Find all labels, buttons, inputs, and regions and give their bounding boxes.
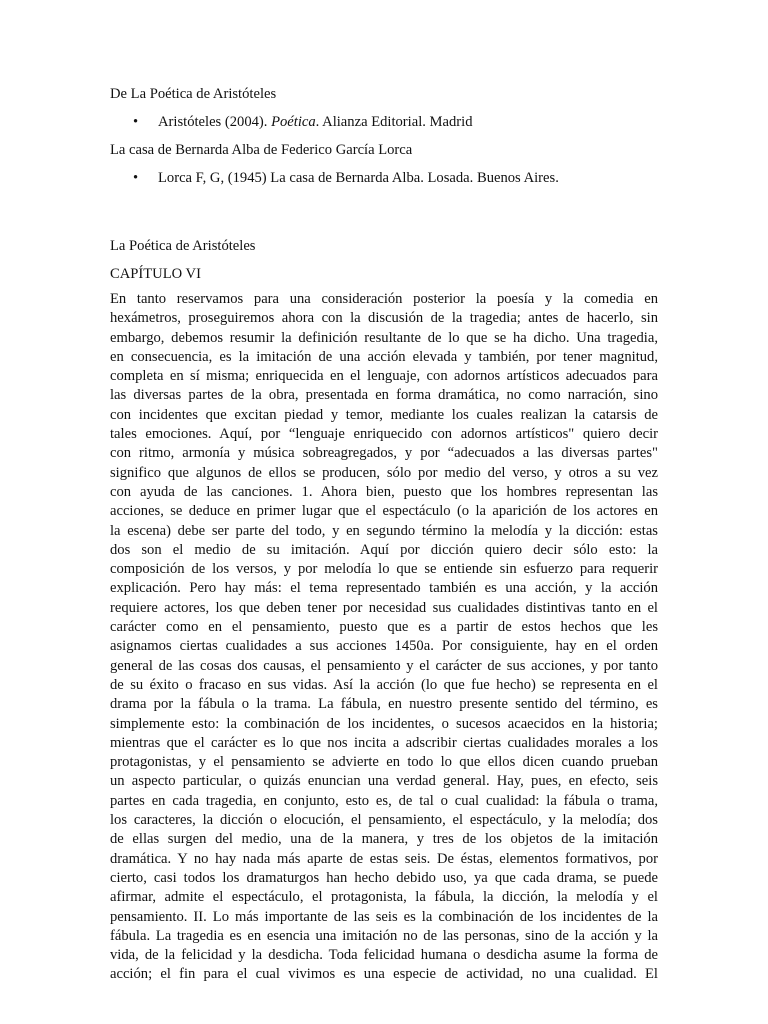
body-line: de ellas surgen del medio, una de la manera, y tres de los objetos de la imitación xyxy=(110,831,658,848)
body-line: general de las cosas dos causas, el pensamiento y el carácter de sus acciones, y por tanto xyxy=(110,657,658,674)
body-line: con ayuda de las canciones. 1. Ahora bien, puesto que los hombres representan las xyxy=(110,483,658,500)
body-line: vida, de la felicidad y la desdicha. Toda felicidad humana o desdicha asume la forma de xyxy=(110,947,658,964)
citation-author-year: Aristóteles (2004). xyxy=(158,114,272,130)
body-line: dramática. Y no hay nada más aparte de estas seis. De éstas, elementos formativos, por xyxy=(110,850,658,867)
body-line: acciones, se deduce en primer lugar que el espectáculo (o la aparición de los actores en xyxy=(110,503,658,520)
source-heading-poetica: De La Poética de Aristóteles xyxy=(110,86,277,102)
source-bullet-bernarda xyxy=(110,168,658,188)
chapter-title: CAPÍTULO VI xyxy=(110,266,201,282)
body-line: un aspecto particular, o quizás enuncian una verdad general. Hay, pues, en efecto, seis xyxy=(110,773,658,790)
body-line: tales emociones. Aquí, por “lenguaje enriquecido con adornos artísticos" quiero decir xyxy=(110,426,658,443)
body-line: carácter como en el pensamiento, puesto que es a partir de estos hechos que les xyxy=(110,619,658,636)
body-line: con ritmo, armonía y música sobreagregados, y por “adecuados a las diversas partes" xyxy=(110,445,658,462)
body-line: embargo, debemos resumir la definición resultante de lo que se ha dicho. Una tragedia, xyxy=(110,329,658,346)
section-title: La Poética de Aristóteles xyxy=(110,238,256,254)
body-line: asignamos ciertas cualidades a sus acciones 1450a. Por consiguiente, hay en el orden xyxy=(110,638,658,655)
body-line: simplemente esto: la combinación de los incidentes, o sucesos acaecidos en la historia; xyxy=(110,715,658,732)
bullet-icon: • xyxy=(133,170,139,186)
body-line: hexámetros, proseguiremos ahora con la discusión de la tragedia; antes de hacerlo, sin xyxy=(110,310,658,327)
source-bullet-poetica xyxy=(110,112,658,132)
citation-title: Poética xyxy=(271,114,316,130)
source-heading-bernarda: La casa de Bernarda Alba de Federico García Lorca xyxy=(110,142,413,158)
body-line: protagonistas, y el pensamiento se advierte en todo lo que ellos dicen cuando prueban xyxy=(110,754,658,771)
body-line: acción; el fin para el cual vivimos es una especie de actividad, no una cualidad. El xyxy=(110,966,658,983)
body-line: pensamiento. II. Lo más importante de las seis es la combinación de los incidentes de la xyxy=(110,908,658,925)
body-line: composición de los versos, y por melodía lo que se entiende sin esfuerzo para requerir xyxy=(110,561,658,578)
body-line: de su éxito o fracaso en sus vidas. Así la acción (lo que fue hecho) se representa en el xyxy=(110,676,658,693)
body-line: partes en cada tragedia, en conjunto, esto es, de tal o cual cualidad: la fábula o trama, xyxy=(110,792,658,809)
citation-publisher: . Alianza Editorial. Madrid xyxy=(315,114,473,130)
body-line: la escena) debe ser parte del todo, y en segundo término la melodía y la dicción: estas xyxy=(110,522,658,539)
body-line: En tanto reservamos para una consideración posterior la poesía y la comedia en xyxy=(110,291,658,307)
body-line: requiere actores, los que deben tener por necesidad sus cualidades distintivas tanto en el xyxy=(110,599,658,616)
document-page xyxy=(110,84,658,985)
body-line: los caracteres, la dicción o elocución, el pensamiento, el espectáculo, y la melodía; dos xyxy=(110,812,658,829)
body-line: drama por la fábula o la trama. La fábula, en nuestro presente sentido del término, es xyxy=(110,696,658,713)
body-line: con incidentes que excitan piedad y temor, mediante los cuales realizan la catarsis de xyxy=(110,406,658,423)
body-line: en consecuencia, es la imitación de una acción elevada y también, por tener magnitud, xyxy=(110,348,658,365)
body-line: afirmar, admite el espectáculo, el protagonista, la fábula, la dicción, la melodía y el xyxy=(110,889,658,906)
body-line: explicación. Pero hay más: el tema representado también es una acción, y la acción xyxy=(110,580,658,597)
body-line: las diversas partes de la obra, presentada en forma dramática, no como narración, sino xyxy=(110,387,658,404)
body-line: completa en sí misma; enriquecida en el lenguaje, con adornos artísticos adecuados para xyxy=(110,368,658,385)
body-paragraph xyxy=(110,290,658,985)
body-line: fábula. La tragedia es en esencia una imitación no de las personas, sino de la acción y la xyxy=(110,927,658,944)
body-line: dos son el medio de su imitación. Aquí por dicción quiero decir sólo esto: la xyxy=(110,541,658,558)
body-line: cierto, casi todos los dramaturgos han hecho debido uso, ya que cada drama, se puede xyxy=(110,869,658,886)
bullet-icon: • xyxy=(133,114,139,130)
body-line: mientras que el carácter es lo que nos incita a adscribir ciertas cualidades morales a los xyxy=(110,734,658,751)
citation-lorca: Lorca F, G, (1945) La casa de Bernarda Alba. Losada. Buenos Aires. xyxy=(158,170,559,186)
body-line: significo que algunos de ellos se producen, sólo por medio del verso, y otros a su vez xyxy=(110,464,658,481)
